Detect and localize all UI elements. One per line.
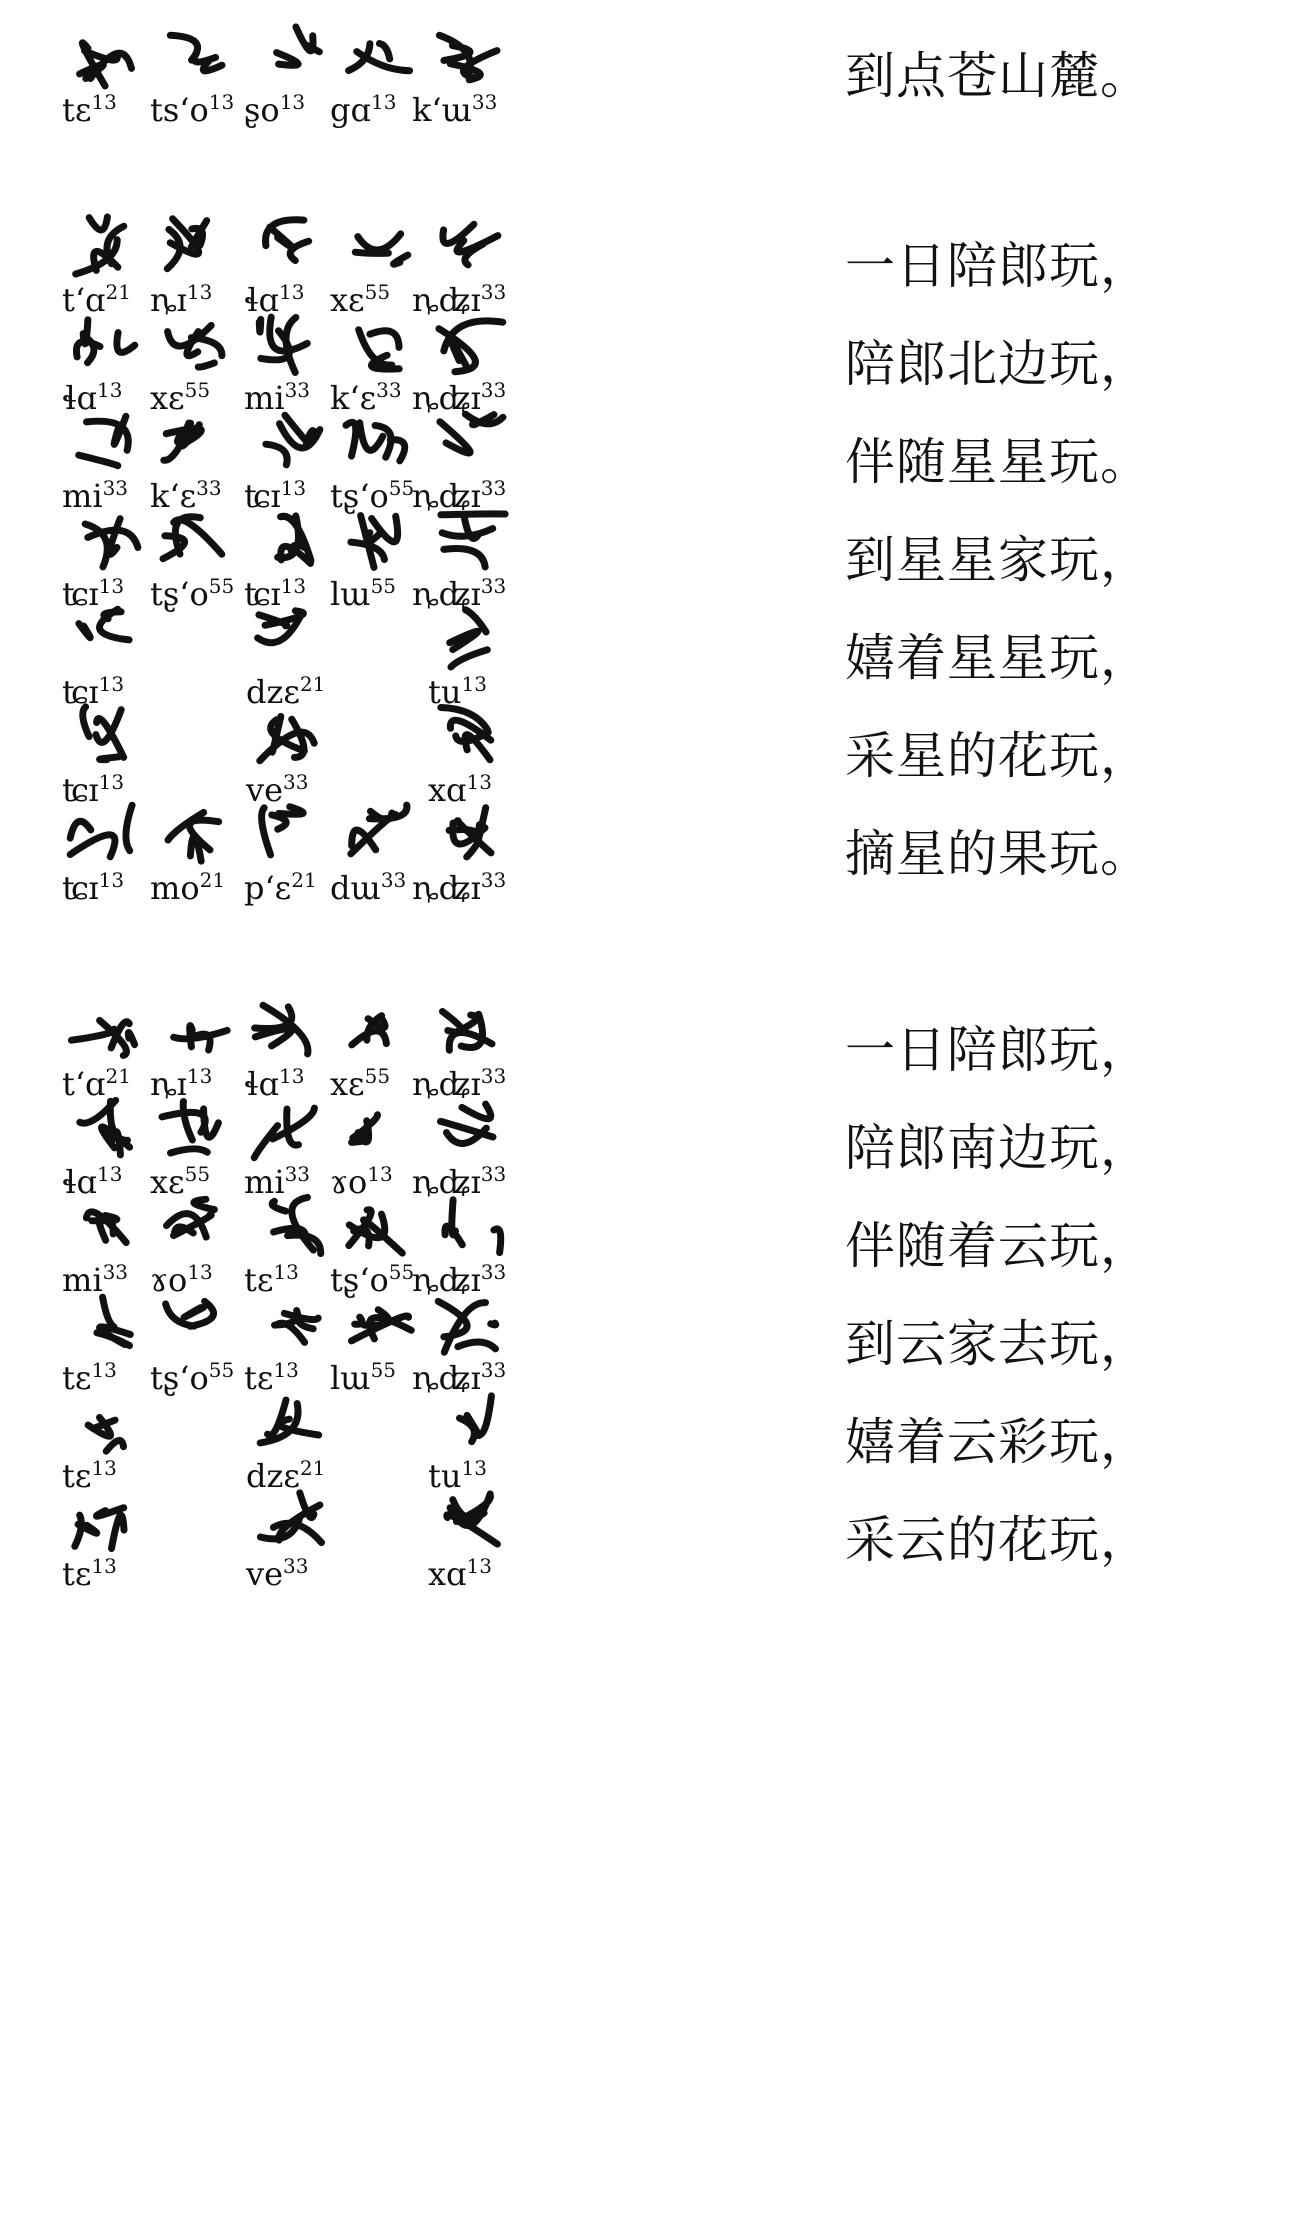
- tone-number: 13: [370, 90, 397, 114]
- ipa-syllable: lɯ: [330, 575, 371, 613]
- ipa-syllable: gɑ: [330, 91, 371, 129]
- dongba-glyph-icon: [430, 1384, 514, 1464]
- ipa-syllable: xɑ: [428, 771, 467, 809]
- dongba-glyph-icon: [62, 404, 146, 484]
- dongba-glyph-icon: [338, 796, 422, 876]
- tone-number: 55: [370, 1358, 397, 1382]
- ipa-transcription: [150, 90, 234, 129]
- ipa-syllable: xɑ: [428, 1555, 467, 1593]
- ipa-syllable: tʂʻo: [330, 477, 389, 515]
- dongba-glyph-icon: [338, 1286, 422, 1366]
- tone-number: 55: [208, 574, 235, 598]
- dongba-glyph-row: [62, 404, 562, 515]
- tone-number: 55: [364, 1064, 391, 1088]
- tone-number: 13: [91, 1456, 117, 1480]
- dongba-glyph-icon: [154, 992, 238, 1072]
- ipa-syllable: tʻɑ: [62, 1065, 106, 1103]
- tone-number: 13: [280, 574, 307, 598]
- dongba-glyph-icon: [62, 18, 146, 98]
- tone-number: 33: [284, 1162, 311, 1186]
- tone-number: 55: [364, 280, 391, 304]
- tone-number: 13: [273, 1358, 299, 1382]
- dongba-glyph-icon: [62, 1286, 146, 1366]
- tone-number: 55: [388, 1260, 415, 1284]
- tone-number: 13: [280, 476, 307, 500]
- tone-number: 33: [480, 1260, 507, 1284]
- tone-number: 33: [196, 476, 222, 500]
- ipa-syllable: ȵʥɪ: [412, 1261, 481, 1299]
- dongba-glyph-icon: [154, 1286, 238, 1366]
- ipa-syllable: tu: [428, 673, 462, 711]
- ipa-transcription: [330, 868, 406, 907]
- ipa-transcription: [62, 90, 117, 129]
- ipa-syllable: tsʻo: [150, 91, 209, 129]
- dongba-glyph-icon: [430, 1286, 514, 1366]
- dongba-glyph-icon: [248, 600, 332, 680]
- ipa-syllable: ɬɑ: [62, 1163, 98, 1201]
- chinese-translation: 到星星家玩，: [845, 531, 1151, 589]
- tone-number: 33: [283, 1554, 309, 1578]
- tone-number: 13: [97, 1162, 123, 1186]
- dongba-glyph-icon: [246, 1090, 330, 1170]
- tone-number: 33: [480, 378, 507, 402]
- dongba-glyph-icon: [62, 1482, 146, 1562]
- dongba-glyph-icon: [338, 502, 422, 582]
- chinese-translation: 一日陪郎玩，: [845, 1021, 1151, 1079]
- dongba-glyph-icon: [248, 1384, 332, 1464]
- dongba-glyph-icon: [246, 796, 330, 876]
- dongba-glyph-row: [62, 18, 562, 129]
- ipa-syllable: ʨɪ: [244, 575, 281, 613]
- tone-number: 13: [208, 90, 235, 114]
- tone-number: 21: [199, 868, 226, 892]
- dongba-glyph-row: [62, 502, 562, 613]
- tone-number: 13: [97, 378, 123, 402]
- ipa-syllable: ʨɪ: [62, 869, 99, 907]
- ipa-syllable: dzɛ: [246, 1457, 300, 1495]
- tone-number: 33: [480, 1358, 507, 1382]
- dongba-glyph-icon: [62, 698, 146, 778]
- dongba-glyph-row: [62, 1090, 562, 1201]
- ipa-syllable: ʨɪ: [62, 673, 99, 711]
- chinese-translation: 采星的花玩，: [845, 727, 1151, 785]
- dongba-glyph-icon: [430, 18, 514, 98]
- ipa-syllable: ɬɑ: [244, 281, 280, 319]
- ipa-syllable: ȵʥɪ: [412, 1065, 481, 1103]
- chinese-translation: 陪郎北边玩，: [845, 335, 1151, 393]
- ipa-syllable: xɛ: [150, 379, 185, 417]
- ipa-syllable: ɤo: [150, 1261, 188, 1299]
- dongba-glyph-icon: [62, 1090, 146, 1170]
- ipa-syllable: ȵʥɪ: [412, 281, 481, 319]
- tone-number: 13: [466, 770, 492, 794]
- dongba-glyph-icon: [246, 208, 330, 288]
- ipa-syllable: mi: [244, 1163, 285, 1201]
- dongba-glyph-icon: [154, 208, 238, 288]
- dongba-glyph-icon: [154, 404, 238, 484]
- chinese-translation: 嬉着云彩玩，: [845, 1413, 1151, 1471]
- ipa-syllable: ȵʥɪ: [412, 477, 481, 515]
- dongba-glyph-icon: [62, 992, 146, 1072]
- ipa-transcription: [244, 868, 317, 907]
- dongba-glyph-icon: [430, 992, 514, 1072]
- dongba-glyph-icon: [338, 1090, 422, 1170]
- ipa-syllable: tʂʻo: [150, 1359, 209, 1397]
- ipa-syllable: xɛ: [330, 281, 365, 319]
- verse-line: [0, 18, 1312, 138]
- ipa-syllable: ve: [246, 771, 284, 809]
- tone-number: 13: [186, 280, 213, 304]
- ipa-syllable: ʂo: [244, 91, 280, 129]
- tone-number: 13: [98, 770, 125, 794]
- tone-number: 33: [284, 378, 311, 402]
- verse-line: [0, 1482, 1312, 1602]
- ipa-syllable: ɤo: [330, 1163, 368, 1201]
- tone-number: 21: [299, 672, 326, 696]
- ipa-transcription: [412, 868, 506, 907]
- dongba-glyph-icon: [338, 306, 422, 386]
- tone-number: 13: [279, 1064, 305, 1088]
- ipa-syllable: ȵʥɪ: [412, 379, 481, 417]
- dongba-glyph-icon: [338, 208, 422, 288]
- tone-number: 13: [279, 90, 306, 114]
- ipa-syllable: kʻɯ: [412, 91, 472, 129]
- dongba-glyph-row: [62, 306, 562, 417]
- tone-number: 13: [279, 280, 305, 304]
- chinese-translation: 陪郎南边玩，: [845, 1119, 1151, 1177]
- dongba-glyph-icon: [430, 1090, 514, 1170]
- tone-number: 13: [461, 672, 487, 696]
- tone-number: 13: [273, 1260, 299, 1284]
- dongba-glyph-row: [62, 600, 562, 711]
- tone-number: 13: [98, 574, 125, 598]
- dongba-glyph-icon: [246, 1188, 330, 1268]
- ipa-transcription: [428, 1554, 492, 1593]
- dongba-glyph-icon: [154, 796, 238, 876]
- dongba-glyph-icon: [246, 404, 330, 484]
- dongba-glyph-icon: [154, 502, 238, 582]
- ipa-syllable: mi: [62, 1261, 103, 1299]
- tone-number: 13: [466, 1554, 492, 1578]
- tone-number: 33: [380, 868, 407, 892]
- tone-number: 33: [480, 868, 507, 892]
- ipa-syllable: tɛ: [62, 1457, 92, 1495]
- ipa-syllable: ȵʥɪ: [412, 575, 481, 613]
- dongba-glyph-icon: [246, 306, 330, 386]
- dongba-glyph-row: [62, 1188, 562, 1299]
- ipa-syllable: kʻɛ: [150, 477, 197, 515]
- chinese-translation: 摘星的果玩。: [845, 825, 1151, 883]
- ipa-syllable: ȵʥɪ: [412, 1359, 481, 1397]
- ipa-syllable: mi: [62, 477, 103, 515]
- ipa-syllable: dɯ: [330, 869, 381, 907]
- dongba-glyph-icon: [430, 796, 514, 876]
- ipa-transcription: [62, 1554, 117, 1593]
- ipa-syllable: ɬɑ: [62, 379, 98, 417]
- ipa-syllable: ȵʥɪ: [412, 869, 481, 907]
- tone-number: 21: [291, 868, 317, 892]
- ipa-syllable: dzɛ: [246, 673, 300, 711]
- tone-number: 55: [370, 574, 397, 598]
- dongba-glyph-icon: [62, 600, 146, 680]
- dongba-glyph-icon: [246, 992, 330, 1072]
- dongba-glyph-icon: [248, 698, 332, 778]
- ipa-syllable: lɯ: [330, 1359, 371, 1397]
- chinese-translation: 到点苍山麓。: [845, 47, 1151, 105]
- ipa-syllable: tʻɑ: [62, 281, 106, 319]
- dongba-glyph-icon: [62, 502, 146, 582]
- dongba-glyph-row: [62, 1482, 562, 1593]
- chinese-translation: 采云的花玩，: [845, 1511, 1151, 1569]
- tone-number: 55: [184, 378, 211, 402]
- dongba-glyph-icon: [430, 306, 514, 386]
- dongba-glyph-icon: [248, 1482, 332, 1562]
- ipa-syllable: mo: [150, 869, 200, 907]
- tone-number: 33: [480, 1162, 507, 1186]
- dongba-glyph-icon: [430, 1188, 514, 1268]
- dongba-glyph-icon: [430, 502, 514, 582]
- tone-number: 55: [388, 476, 415, 500]
- tone-number: 33: [283, 770, 309, 794]
- dongba-glyph-icon: [430, 698, 514, 778]
- verse-line: [0, 796, 1312, 916]
- tone-number: 13: [91, 1554, 117, 1578]
- dongba-glyph-icon: [430, 1482, 514, 1562]
- dongba-glyph-icon: [62, 208, 146, 288]
- dongba-glyph-icon: [62, 796, 146, 876]
- chinese-translation: 伴随星星玩。: [845, 433, 1151, 491]
- dongba-glyph-icon: [338, 404, 422, 484]
- ipa-transcription: [244, 90, 305, 129]
- ipa-transcription: [150, 868, 225, 907]
- ipa-syllable: tɛ: [62, 1555, 92, 1593]
- dongba-glyph-icon: [338, 18, 422, 98]
- ipa-syllable: tɛ: [244, 1261, 274, 1299]
- dongba-glyph-icon: [430, 600, 514, 680]
- ipa-syllable: tɛ: [62, 91, 92, 129]
- dongba-glyph-icon: [338, 1188, 422, 1268]
- tone-number: 21: [105, 1064, 131, 1088]
- ipa-syllable: ɬɑ: [244, 1065, 280, 1103]
- tone-number: 55: [208, 1358, 235, 1382]
- dongba-glyph-icon: [430, 208, 514, 288]
- tone-number: 13: [186, 1064, 213, 1088]
- ipa-syllable: ȵɪ: [150, 281, 187, 319]
- dongba-glyph-row: [62, 1384, 562, 1495]
- ipa-syllable: ʨɪ: [62, 575, 99, 613]
- chinese-translation: 嬉着星星玩，: [845, 629, 1151, 687]
- dongba-glyph-icon: [246, 1286, 330, 1366]
- dongba-glyph-icon: [430, 404, 514, 484]
- chinese-translation: 一日陪郎玩，: [845, 237, 1151, 295]
- ipa-syllable: ȵɪ: [150, 1065, 187, 1103]
- ipa-syllable: xɛ: [330, 1065, 365, 1103]
- ipa-syllable: pʻɛ: [244, 869, 292, 907]
- ipa-syllable: tu: [428, 1457, 462, 1495]
- tone-number: 33: [480, 476, 507, 500]
- tone-number: 13: [91, 1358, 117, 1382]
- dongba-glyph-icon: [338, 992, 422, 1072]
- tone-number: 33: [480, 1064, 507, 1088]
- ipa-syllable: ȵʥɪ: [412, 1163, 481, 1201]
- ipa-syllable: ʨɪ: [244, 477, 281, 515]
- dongba-glyph-row: [62, 208, 562, 319]
- ipa-syllable: xɛ: [150, 1163, 185, 1201]
- dongba-glyph-icon: [62, 306, 146, 386]
- dongba-glyph-icon: [154, 306, 238, 386]
- dongba-glyph-icon: [62, 1188, 146, 1268]
- ipa-transcription: [412, 90, 497, 129]
- tone-number: 33: [102, 476, 129, 500]
- ipa-syllable: tɛ: [62, 1359, 92, 1397]
- dongba-glyph-icon: [246, 18, 330, 98]
- ipa-transcription: [246, 1554, 308, 1593]
- dongba-glyph-icon: [62, 1384, 146, 1464]
- tone-number: 21: [105, 280, 131, 304]
- ipa-syllable: kʻɛ: [330, 379, 377, 417]
- tone-number: 33: [480, 574, 507, 598]
- ipa-syllable: ve: [246, 1555, 284, 1593]
- chinese-translation: 伴随着云玩，: [845, 1217, 1151, 1275]
- chinese-translation: 到云家去玩，: [845, 1315, 1151, 1373]
- ipa-transcription: [330, 90, 396, 129]
- tone-number: 33: [376, 378, 402, 402]
- tone-number: 13: [187, 1260, 213, 1284]
- tone-number: 13: [98, 672, 125, 696]
- dongba-glyph-row: [62, 698, 562, 809]
- tone-number: 33: [471, 90, 498, 114]
- ipa-syllable: tʂʻo: [330, 1261, 389, 1299]
- tone-number: 55: [184, 1162, 211, 1186]
- tone-number: 33: [480, 280, 507, 304]
- tone-number: 13: [91, 90, 117, 114]
- ipa-syllable: ʨɪ: [62, 771, 99, 809]
- tone-number: 13: [98, 868, 125, 892]
- ipa-syllable: tʂʻo: [150, 575, 209, 613]
- dongba-glyph-row: [62, 796, 562, 907]
- dongba-glyph-icon: [246, 502, 330, 582]
- tone-number: 13: [461, 1456, 487, 1480]
- dongba-glyph-icon: [154, 1090, 238, 1170]
- ipa-transcription: [62, 868, 124, 907]
- dongba-glyph-row: [62, 992, 562, 1103]
- dongba-glyph-row: [62, 1286, 562, 1397]
- dongba-glyph-icon: [154, 18, 238, 98]
- ipa-syllable: mi: [244, 379, 285, 417]
- tone-number: 21: [299, 1456, 326, 1480]
- tone-number: 33: [102, 1260, 129, 1284]
- ipa-syllable: tɛ: [244, 1359, 274, 1397]
- tone-number: 13: [367, 1162, 393, 1186]
- dongba-glyph-icon: [154, 1188, 238, 1268]
